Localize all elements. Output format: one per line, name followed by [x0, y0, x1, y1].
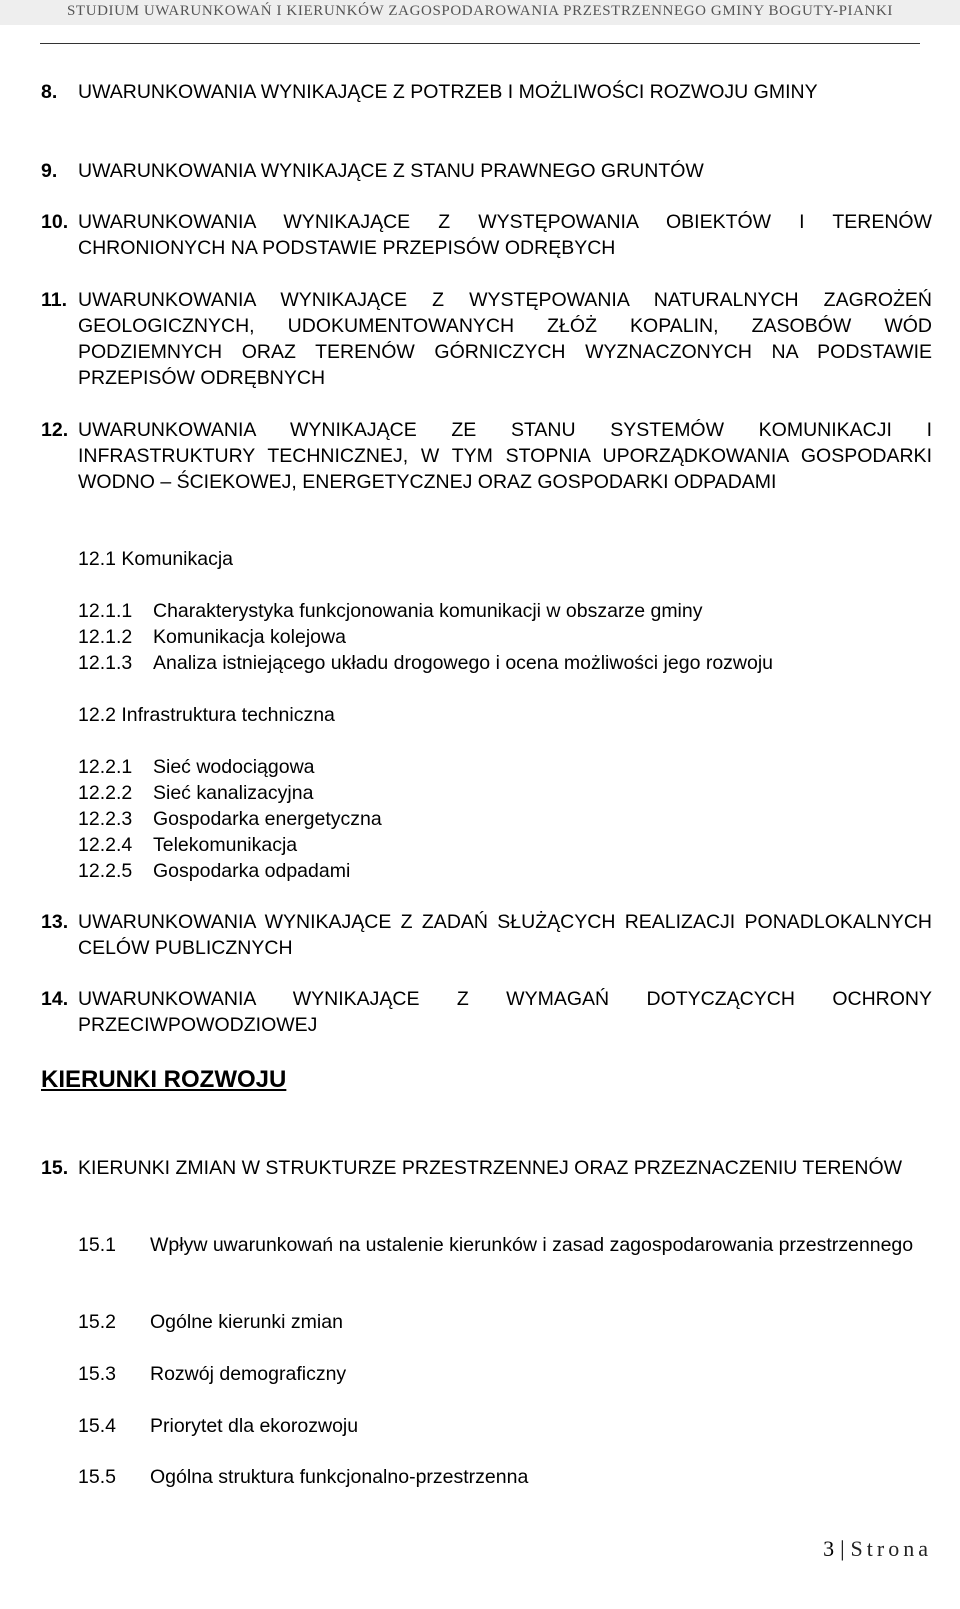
section-title: UWARUNKOWANIA WYNIKAJĄCE Z WYMAGAŃ DOTYCZĄCYCH OCHRONY PRZECIWPOWODZIOWEJ	[78, 988, 932, 1036]
subsection-title: Telekomunikacja	[153, 834, 298, 856]
subsection-title: Priorytet dla ekorozwoju	[150, 1415, 359, 1437]
toc-section-15[interactable]	[41, 1155, 932, 1181]
toc-section-9[interactable]	[41, 158, 932, 184]
toc-section-13[interactable]	[41, 909, 932, 961]
subsection-title: Infrastruktura techniczna	[121, 704, 335, 726]
section-title: KIERUNKI ZMIAN W STRUKTURZE PRZESTRZENNEJ ORAZ PRZEZNACZENIU TERENÓW	[78, 1157, 903, 1179]
subsection-number: 12.1.3	[78, 652, 133, 674]
subsection-title: Analiza istniejącego układu drogowego i ocena możliwości jego rozwoju	[153, 652, 774, 674]
toc-subsection-15-1[interactable]	[78, 1232, 932, 1258]
toc-subsection-15-4[interactable]	[78, 1413, 932, 1439]
section-number: 8.	[41, 81, 58, 103]
section-number: 15.	[41, 1157, 69, 1179]
subsection-title: Ogólne kierunki zmian	[150, 1311, 343, 1333]
subsection-title: Wpływ uwarunkowań na ustalenie kierunków i zasad zagospodarowania przestrzennego	[150, 1234, 914, 1256]
footer-separator: |	[840, 1536, 845, 1561]
subsection-title: Rozwój demograficzny	[150, 1363, 347, 1385]
toc-subsection-15-3[interactable]	[78, 1361, 932, 1387]
subsection-title: Ogólna struktura funkcjonalno-przestrzenna	[150, 1466, 529, 1488]
toc-subsection-15-2[interactable]	[78, 1309, 932, 1335]
toc-subsection-12-1-2[interactable]	[78, 624, 346, 650]
subsection-number: 12.1.2	[78, 626, 133, 648]
toc-subsection-12-2-2[interactable]	[78, 780, 313, 806]
toc-subsection-12-2-3[interactable]	[78, 806, 382, 832]
subsection-number: 12.2.4	[78, 834, 133, 856]
subsection-number: 12.2	[78, 704, 116, 726]
section-title: UWARUNKOWANIA WYNIKAJĄCE Z POTRZEB I MOŻLIWOŚCI ROZWOJU GMINY	[78, 81, 818, 103]
section-number: 9.	[41, 160, 58, 182]
toc-section-8[interactable]	[41, 79, 932, 105]
section-title: UWARUNKOWANIA WYNIKAJĄCE Z ZADAŃ SŁUŻĄCYCH REALIZACJI PONADLOKALNYCH CELÓW PUBLICZNYCH	[78, 911, 932, 959]
toc-section-12[interactable]	[41, 417, 932, 495]
toc-section-10[interactable]	[41, 209, 932, 261]
subsection-number: 12.2.5	[78, 860, 133, 882]
subsection-number: 12.2.1	[78, 756, 133, 778]
subsection-number: 12.2.3	[78, 808, 133, 830]
subsection-number: 15.5	[78, 1466, 116, 1488]
toc-subsection-12-2-4[interactable]	[78, 832, 297, 858]
toc-section-11[interactable]	[41, 287, 932, 391]
subsection-title: Gospodarka odpadami	[153, 860, 351, 882]
section-number: 12.	[41, 419, 69, 441]
subsection-title: Sieć wodociągowa	[153, 756, 315, 778]
toc-section-14[interactable]	[41, 986, 932, 1038]
subsection-number: 15.2	[78, 1311, 116, 1333]
toc-subsection-12-2[interactable]	[78, 702, 335, 728]
running-header-title: STUDIUM UWARUNKOWAŃ I KIERUNKÓW ZAGOSPODAROWANIA PRZESTRZENNEGO GMINY BOGUTY-PIANKI	[66, 3, 894, 19]
toc-subsection-12-2-1[interactable]	[78, 754, 315, 780]
section-title: UWARUNKOWANIA WYNIKAJĄCE Z WYSTĘPOWANIA OBIEKTÓW I TERENÓW CHRONIONYCH NA PODSTAWIE PRZEPISÓW ODRĘBYCH	[78, 211, 932, 259]
subsection-number: 12.1.1	[78, 600, 133, 622]
section-number: 13.	[41, 911, 69, 933]
subsection-number: 15.4	[78, 1415, 116, 1437]
toc-subsection-12-1[interactable]	[78, 546, 233, 572]
subsection-number: 12.2.2	[78, 782, 133, 804]
page-footer	[823, 1536, 932, 1562]
toc-subsection-15-5[interactable]	[78, 1464, 932, 1490]
subsection-title: Komunikacja	[121, 548, 234, 570]
toc-subsection-12-1-3[interactable]	[78, 650, 773, 676]
section-title: UWARUNKOWANIA WYNIKAJĄCE Z WYSTĘPOWANIA NATURALNYCH ZAGROŻEŃ GEOLOGICZNYCH, UDOKUMENTOWANYCH ZŁÓŻ KOPALIN, ZASOBÓW WÓD PODZIEMNYCH ORAZ TERENÓW GÓRNICZYCH WYZNACZONYCH NA PODSTAWIE PRZEPISÓW ODRĘBNYCH	[78, 289, 932, 389]
toc-subsection-12-1-1[interactable]	[78, 598, 703, 624]
section-number: 11.	[41, 289, 68, 311]
page-number: 3	[823, 1536, 835, 1561]
subsection-number: 15.3	[78, 1363, 116, 1385]
section-title: UWARUNKOWANIA WYNIKAJĄCE Z STANU PRAWNEGO GRUNTÓW	[78, 160, 704, 182]
subsection-title: Gospodarka energetyczna	[153, 808, 382, 830]
section-number: 10.	[41, 211, 69, 233]
page-label: Strona	[850, 1536, 932, 1561]
toc-subsection-12-2-5[interactable]	[78, 858, 350, 884]
subsection-number: 15.1	[78, 1234, 116, 1256]
section-title: UWARUNKOWANIA WYNIKAJĄCE ZE STANU SYSTEMÓW KOMUNIKACJI I INFRASTRUKTURY TECHNICZNEJ, W TYM STOPNIA UPORZĄDKOWANIA GOSPODARKI WODNO – ŚCIEKOWEJ, ENERGETYCZNEJ ORAZ GOSPODARKI ODPADAMI	[78, 419, 932, 493]
subsection-title: Charakterystyka funkcjonowania komunikacji w obszarze gminy	[153, 600, 703, 622]
subsection-number: 12.1	[78, 548, 116, 570]
subsection-title: Sieć kanalizacyjna	[153, 782, 314, 804]
part-heading: KIERUNKI ROZWOJU	[41, 1066, 287, 1093]
subsection-title: Komunikacja kolejowa	[153, 626, 346, 648]
section-number: 14.	[41, 988, 69, 1010]
